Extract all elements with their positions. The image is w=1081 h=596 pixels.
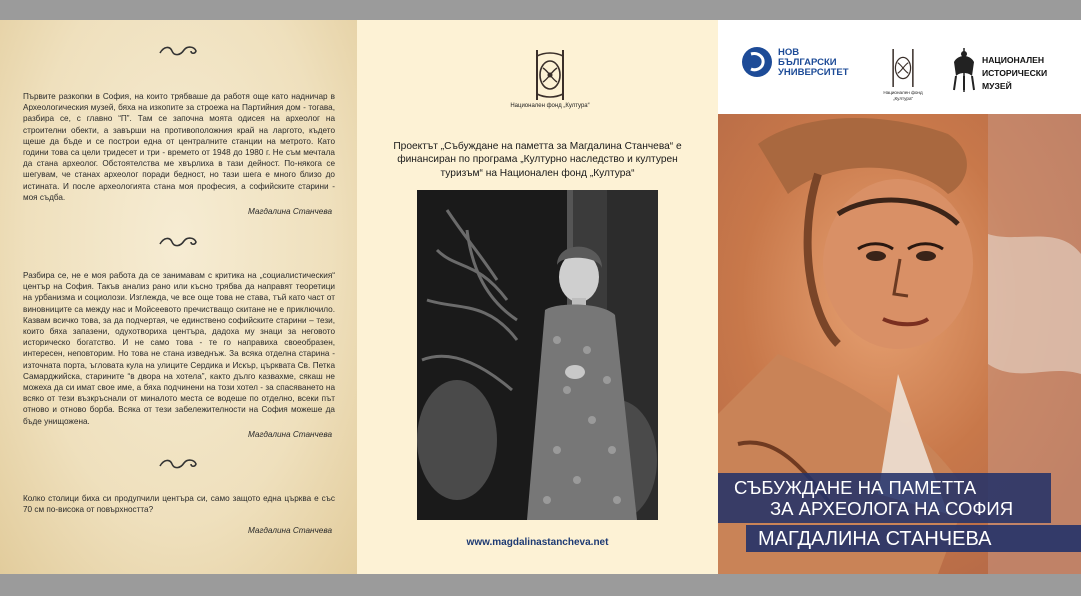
name-box [746,525,1081,552]
signature-1: Магдалина Станчева [247,207,332,216]
museum-name [982,54,1047,93]
museum-name-line-2: ИСТОРИЧЕСКИ [982,68,1048,78]
top-frame-bar [0,0,1081,20]
signature-3: Магдалина Станчева [247,526,332,535]
museum-name-line-3: МУЗЕЙ [982,81,1012,91]
fund-name-small: Национален фонд „Култура“ [883,90,923,101]
museum-lion-logo-icon [950,46,978,94]
fund-name: Национален фонд „Култура“ [510,103,590,109]
title-box [718,473,1051,523]
title-line-1: СЪБУЖДАНЕ НА ПАМЕТТА [734,477,977,498]
museum-name-line-1: НАЦИОНАЛЕН [982,55,1045,65]
quote-paragraph-3: Колко столици биха си продупчили центъра си, само защото една църква е със 70 см по-висока от повърхността? [23,494,335,515]
portrait-photo [417,190,658,520]
quotes-panel [0,20,357,574]
nbu-name [778,48,849,78]
nbu-name-line-3: УНИВЕРСИТЕТ [778,67,849,78]
project-description: Проектът „Събуждане на паметта за Магдалина Станчева“ е финансиран по програма „Културно наследство и културен туризъм“ на Национален фонд „Култура“ [393,141,682,179]
nbu-name-line-2: БЪЛГАРСКИ [778,57,837,68]
signature-2: Магдалина Станчева [247,430,332,439]
quote-paragraph-1: Първите разкопки в София, на които трябваше да работя още като надничар в Археологическия музей, бяха на изкопите за строежа на Партийния дом - тогава, разбира се, с главно “П”. Там се започна моята одисея на археолог на строителни обекти, а завърши на противоположния край на ларгото, където щеше да бъде и се построи една от централните станции на метрото. Като години това са цели тридесет и три - времето от 1948 до 1980 г. Не съм мечтала да стана археолог. Обстоятелства ме хвърлиха в тази дейност. По-някога се шегувам, че станах археолог поради бедност, но тази шега е много близо до истината. И после археологията стана моя професия, а софийските старини - моя съдба. [23,92,335,202]
nbu-logo-icon [742,47,772,77]
partner-logos-strip [718,20,1081,114]
national-fund-culture-logo-icon [531,46,569,104]
title-line-2: ЗА АРХЕОЛОГА НА СОФИЯ [770,498,1014,519]
quote-paragraph-2: Разбира се, не е моя работа да се занимавам с критика на „социалистическия“ център на София. Такъв анализ рано или късно трябва да направят теоретици на урбанизма и социолози. Изглежда, че все още това не става, тъй като част от виновниците са между нас и Мойсеевото пречистващо скитане не е приключило. Казвам всичко това, за да подчертая, че единствено софийските старини – тези, които бяха запазени, одухотвориха центъра, дадоха му знаци за неговото историческо богатство. И не само това - те го направиха своеобразен, интересен, неповторим. Но това не стана изведнъж. За всяка отделна старина - източната порта, ъгловата кула на улиците Сердика и Искър, църквата Св. Петка Самарджийска, старините “в двора на хотела”, както дълго казвахме, сякаш не можеха да си имат свое име, а бяха подчинени на този хотел - за спасяването на всяко от тези възкръснали от миналото места се водеше по отделно, всеки път отново и отново борба. Всяка от тези забележителности на София можеше да бъде унищожена. [23,271,335,426]
cover-panel [718,20,1081,574]
bottom-frame-bar [0,574,1081,596]
honoree-name: МАГДАЛИНА СТАНЧЕВА [758,528,992,550]
swirl-ornament-icon [158,44,198,58]
nbu-name-line-1: НОВ [778,47,800,58]
swirl-ornament-icon [158,457,198,471]
portrait-photo-image [417,190,658,520]
swirl-ornament-icon [158,235,198,249]
project-panel [357,20,718,574]
national-fund-culture-logo-icon [888,46,918,90]
website-link[interactable]: www.magdalinastancheva.net [466,537,609,548]
